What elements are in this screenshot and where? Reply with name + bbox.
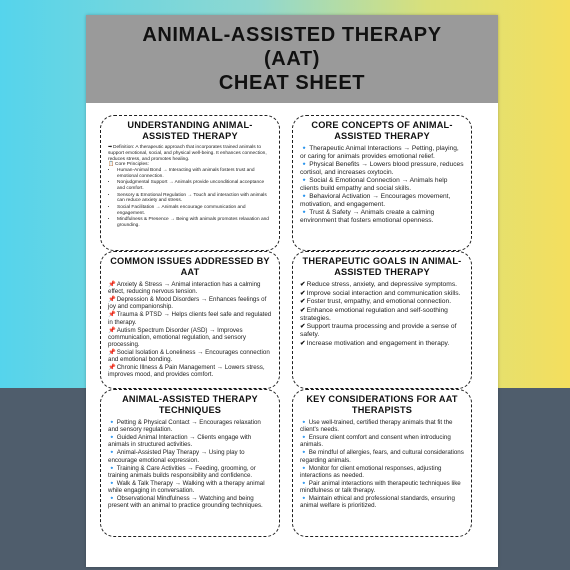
list-item: 🔹Behavioral Activation → Encourages movement, motivation, and engagement. xyxy=(300,192,451,208)
section-understanding xyxy=(100,115,280,251)
blue-diamond-icon: 🔹 xyxy=(108,464,116,472)
list-item: 📌Depression & Mood Disorders → Enhances feelings of joy and companionship. xyxy=(108,296,267,311)
list-item: • Mindfulness & Presence → Being with animals promotes relaxation and grounding. xyxy=(117,217,272,229)
list-item: ✔Enhance emotional regulation and self-soothing strategies. xyxy=(300,306,448,322)
section-common-issues xyxy=(100,251,280,389)
blue-diamond-icon: 🔹 xyxy=(300,449,308,457)
title-line-1: ANIMAL-ASSISTED THERAPY xyxy=(142,24,442,46)
list-item: ✔Reduce stress, anxiety, and depressive symptoms. xyxy=(300,281,458,288)
list-item: 🔹Maintain ethical and professional standards, ensuring animal welfare is prioritized. xyxy=(300,495,455,510)
section-core-concepts xyxy=(292,115,472,251)
pushpin-icon: 📌 xyxy=(108,364,116,372)
check-mark-icon: ✔ xyxy=(300,281,306,288)
blue-diamond-icon: 🔹 xyxy=(108,479,116,487)
pushpin-icon: 📌 xyxy=(108,281,116,288)
section-title: ANIMAL-ASSISTED THERAPY TECHNIQUES xyxy=(122,394,258,415)
title-line-3: CHEAT SHEET xyxy=(218,72,366,94)
section-title: CORE CONCEPTS OF ANIMAL-ASSISTED THERAPY xyxy=(311,120,453,141)
blue-diamond-icon: 🔹 xyxy=(300,419,308,426)
list-item: 🔹Physical Benefits → Lowers blood pressure, reduces cortisol, and increases oxytocin. xyxy=(300,160,464,176)
list-item: 🔹Walk & Talk Therapy → Walking with a therapy animal while engaging in conversation. xyxy=(108,479,265,495)
cheat-sheet-page xyxy=(86,15,498,567)
section-key-considerations xyxy=(292,389,472,537)
list-item: 🔹Trust & Safety → Animals create a calming environment that fosters emotional openness. xyxy=(300,208,435,224)
section-title: UNDERSTANDING ANIMAL-ASSISTED THERAPY xyxy=(127,120,253,141)
pushpin-icon: 📌 xyxy=(108,326,116,334)
principles-list xyxy=(108,168,272,228)
check-mark-icon: ✔ xyxy=(300,298,306,306)
blue-diamond-icon: 🔹 xyxy=(300,464,308,472)
list-item: 📌Social Isolation & Loneliness → Encourages connection and emotional bonding. xyxy=(108,349,270,364)
list-item: 🔹Be mindful of allergies, fears, and cultural considerations regarding animals. xyxy=(300,449,464,464)
section-therapeutic-goals xyxy=(292,251,472,389)
list-item: 📌Anxiety & Stress → Animal interaction has a calming effect, reducing nervous tension. xyxy=(108,281,261,296)
pushpin-icon: 📌 xyxy=(108,311,116,319)
check-mark-icon: ✔ xyxy=(300,306,306,314)
principles-label: Core Principles: xyxy=(114,162,149,168)
list-item: • Nonjudgmental Support → Animals provide unconditional acceptance and comfort. xyxy=(117,180,272,192)
section-title: KEY CONSIDERATIONS FOR AAT THERAPISTS xyxy=(306,394,458,415)
section-title: THERAPEUTIC GOALS IN ANIMAL-ASSISTED THERAPY xyxy=(302,256,462,277)
list-item: ✔Increase motivation and engagement in therapy. xyxy=(300,339,450,347)
list-item: 🔹Ensure client comfort and consent when introducing animals. xyxy=(300,434,451,449)
list-item: • Social Facilitation → Animals encourage communication and engagement. xyxy=(117,205,272,217)
blue-diamond-icon: 🔹 xyxy=(300,176,309,184)
list-item: 🔹Observational Mindfulness → Watching and being present with an animal to practice grounding techniques. xyxy=(108,495,263,510)
list-item: 🔹Guided Animal Interaction → Clients engage with animals in structured activities. xyxy=(108,434,252,449)
blue-diamond-icon: 🔹 xyxy=(300,495,308,503)
blue-diamond-icon: 🔹 xyxy=(300,208,309,216)
arrow-right-icon: ➡ xyxy=(108,145,113,150)
blue-diamond-icon: 🔹 xyxy=(300,192,309,200)
list-item: 🔹Petting & Physical Contact → Encourages relaxation and sensory regulation. xyxy=(108,419,261,434)
blue-diamond-icon: 🔹 xyxy=(300,145,309,152)
definition-text: Definition: A therapeutic approach that incorporates trained animals to support emotional, social, and physical well-being. It enhances connection, reduces stress, and promotes healing. xyxy=(108,145,267,162)
clipboard-icon: 📋 xyxy=(108,162,114,168)
title-banner xyxy=(86,15,498,103)
check-mark-icon: ✔ xyxy=(300,339,306,347)
pushpin-icon: 📌 xyxy=(108,349,116,357)
list-item: 🔹Pair animal interactions with therapeutic techniques like mindfulness or talk therapy. xyxy=(300,479,461,495)
list-item: ✔Foster trust, empathy, and emotional connection. xyxy=(300,298,452,306)
list-item: 📌Chronic Illness & Pain Management → Lowers stress, improves mood, and provides comfort. xyxy=(108,364,265,379)
list-item: 🔹Therapeutic Animal Interactions → Petting, playing, or caring for animals provides emotional relief. xyxy=(300,145,459,160)
list-item: 🔹Social & Emotional Connection → Animals help clients build empathy and social skills. xyxy=(300,176,448,192)
check-mark-icon: ✔ xyxy=(300,289,306,297)
section-techniques xyxy=(100,389,280,537)
pushpin-icon: 📌 xyxy=(108,296,116,304)
blue-diamond-icon: 🔹 xyxy=(108,434,116,442)
blue-diamond-icon: 🔹 xyxy=(108,495,116,503)
list-item: 🔹Training & Care Activities → Feeding, grooming, or training animals builds responsibility and confidence. xyxy=(108,464,256,479)
list-item: 🔹Use well-trained, certified therapy animals that fit the client's needs. xyxy=(300,419,453,434)
list-item: 📌Autism Spectrum Disorder (ASD) → Improves communication, emotional regulation, and sensory processing. xyxy=(108,326,246,349)
list-item: ✔Improve social interaction and communication skills. xyxy=(300,289,461,297)
blue-diamond-icon: 🔹 xyxy=(300,160,309,168)
blue-diamond-icon: 🔹 xyxy=(300,479,308,487)
title-line-2: (AAT) xyxy=(264,48,320,70)
list-item: • Human-Animal Bond → Interacting with animals fosters trust and emotional connection. xyxy=(117,168,272,180)
list-item: 📌Trauma & PTSD → Helps clients feel safe and regulated in therapy. xyxy=(108,311,272,326)
blue-diamond-icon: 🔹 xyxy=(300,434,308,442)
list-item: ✔Support trauma processing and provide a sense of safety. xyxy=(300,323,457,338)
list-item: 🔹Animal-Assisted Play Therapy → Using play to encourage emotional expression. xyxy=(108,449,245,464)
section-title: COMMON ISSUES ADDRESSED BY AAT xyxy=(110,256,270,277)
blue-diamond-icon: 🔹 xyxy=(108,449,116,457)
check-mark-icon: ✔ xyxy=(300,323,306,331)
blue-diamond-icon: 🔹 xyxy=(108,419,116,426)
list-item: 🔹Monitor for client emotional responses, adjusting interactions as needed. xyxy=(300,464,442,479)
list-item: • Sensory & Emotional Regulation → Touch and interaction with animals can reduce anxiety and stress. xyxy=(117,193,272,205)
